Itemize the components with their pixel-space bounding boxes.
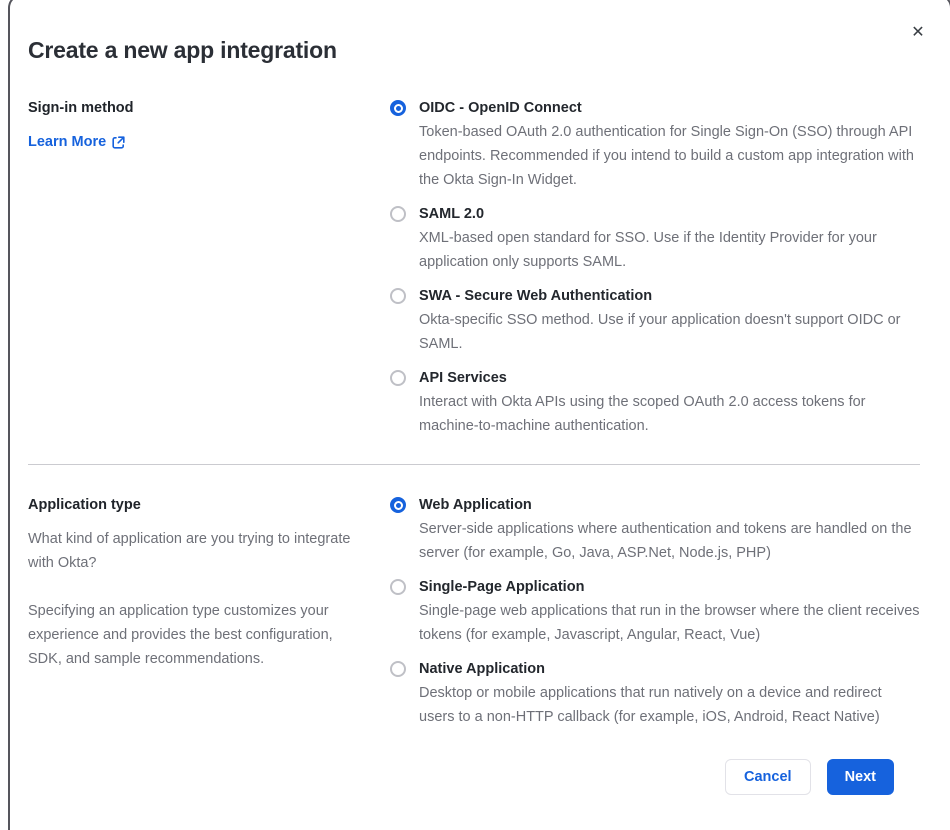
signin-option-saml[interactable] xyxy=(390,202,920,274)
radio-saml[interactable] xyxy=(390,206,406,222)
radio-single-page-application[interactable] xyxy=(390,579,406,595)
next-button[interactable]: Next xyxy=(827,759,894,795)
apptype-option-spa[interactable] xyxy=(390,575,920,647)
radio-api-services[interactable] xyxy=(390,370,406,386)
page-title: Create a new app integration xyxy=(28,37,337,63)
option-description-spa: Single-page web applications that run in the browser where the client receives tokens (for example, Javascript, Angular, React, Vue) xyxy=(419,603,920,643)
radio-swa[interactable] xyxy=(390,288,406,304)
external-link-icon xyxy=(112,136,125,149)
option-description-swa: Okta-specific SSO method. Use if your application doesn't support OIDC or SAML. xyxy=(419,312,901,352)
option-label-oidc: OIDC - OpenID Connect xyxy=(419,100,582,116)
option-label-spa: Single-Page Application xyxy=(419,579,585,595)
option-description-web: Server-side applications where authentication and tokens are handled on the server (for example, Go, Java, ASP.Net, Node.js, PHP) xyxy=(419,521,912,561)
signin-method-section xyxy=(28,96,920,465)
option-label-api-services: API Services xyxy=(419,370,507,386)
option-description-saml: XML-based open standard for SSO. Use if the Identity Provider for your application only supports SAML. xyxy=(419,230,877,270)
option-label-web: Web Application xyxy=(419,497,532,513)
radio-native-application[interactable] xyxy=(390,661,406,677)
apptype-option-web[interactable] xyxy=(390,493,920,565)
signin-method-options xyxy=(390,96,920,438)
option-description-api-services: Interact with Okta APIs using the scoped OAuth 2.0 access tokens for machine-to-machine authentication. xyxy=(419,394,866,434)
application-type-description-2: Specifying an application type customizes your experience and provides the best configuration, SDK, and sample recommendations. xyxy=(28,603,333,667)
dialog-footer xyxy=(28,729,920,819)
option-label-saml: SAML 2.0 xyxy=(419,206,485,222)
signin-option-oidc[interactable] xyxy=(390,96,920,192)
application-type-options xyxy=(390,493,920,729)
apptype-option-native[interactable] xyxy=(390,657,920,729)
option-description-oidc: Token-based OAuth 2.0 authentication for Single Sign-On (SSO) through API endpoints. Recommended if you intend to build a custom app integration with the Okta Sign-In Widget. xyxy=(419,124,914,188)
radio-oidc[interactable] xyxy=(390,100,406,116)
option-description-native: Desktop or mobile applications that run natively on a device and redirect users to a non-HTTP callback (for example, iOS, Android, React Native) xyxy=(419,685,882,725)
application-type-description-1: What kind of application are you trying to integrate with Okta? xyxy=(28,531,351,571)
signin-method-left-column xyxy=(28,96,362,438)
radio-web-application[interactable] xyxy=(390,497,406,513)
signin-option-swa[interactable] xyxy=(390,284,920,356)
cancel-button[interactable]: Cancel xyxy=(725,759,811,795)
application-type-label: Application type xyxy=(28,497,141,513)
signin-option-api-services[interactable] xyxy=(390,366,920,438)
application-type-section xyxy=(28,493,920,729)
learn-more-label: Learn More xyxy=(28,134,107,150)
application-type-left-column xyxy=(28,493,362,729)
learn-more-link[interactable] xyxy=(28,130,125,154)
close-icon[interactable]: ✕ xyxy=(906,20,930,44)
signin-method-label: Sign-in method xyxy=(28,100,134,116)
option-label-native: Native Application xyxy=(419,661,545,677)
option-label-swa: SWA - Secure Web Authentication xyxy=(419,288,653,304)
